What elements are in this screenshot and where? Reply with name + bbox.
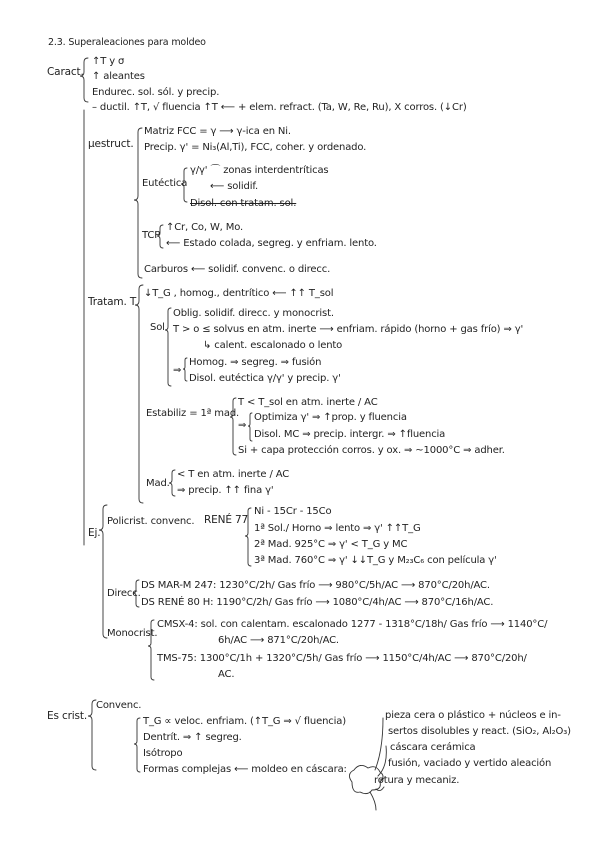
ej-brace — [99, 505, 107, 638]
cloud-line-1: pieza cera o plástico + núcleos e in- — [385, 710, 561, 721]
sol-arrow: ⇒ — [173, 365, 182, 376]
tcp-label: TCP — [142, 230, 161, 241]
microestruct-brace — [134, 128, 142, 278]
eutectica-label: Eutéctica — [142, 178, 188, 189]
convenc-label: Convenc. — [96, 700, 142, 711]
cloud-line-4: fusión, vaciado y vertido aleación — [388, 758, 552, 769]
caract-label: Caract. — [47, 66, 84, 78]
convenc-line-1: T_G ∝ veloc. enfriam. (↑T_G ⇒ √ fluencia) — [143, 716, 347, 727]
caract-brace — [80, 58, 88, 102]
sol-sub-1: Homog. ⇒ segreg. ⇒ fusión — [189, 357, 322, 368]
convenc-line-4: Formas complejas ⟵ moldeo en cáscara: — [143, 764, 347, 775]
page-title: 2.3. Superaleaciones para moldeo — [48, 37, 206, 48]
cloud-line-3: cáscara cerámica — [390, 742, 476, 753]
microestruct-line-2: Precip. γ' = Ni₃(Al,Ti), FCC, coher. y ordenado. — [144, 142, 367, 153]
cloud-curl-1 — [375, 718, 383, 770]
eutectica-line-2: ⟵ solidif. — [210, 181, 258, 192]
mad-line-1: < T en atm. inerte / AC — [177, 469, 290, 480]
cloud-curl-4 — [376, 787, 384, 791]
sol-sub-2: Disol. eutéctica γ/γ' y precip. γ' — [189, 373, 341, 384]
cloud-curl-5 — [370, 792, 376, 810]
microestruct-label: μestruct. — [88, 138, 134, 150]
mad-line-2: ⇒ precip. ↑↑ fina γ' — [177, 485, 274, 496]
sol-line-2: T > o ≤ solvus en atm. inerte ⟶ enfriam. rápido (horno + gas frío) ⇒ γ' — [173, 324, 524, 335]
sol-brace — [165, 308, 171, 386]
sol-sub-brace — [183, 358, 187, 381]
sol-line-3: ↳ calent. escalonado o lento — [203, 340, 343, 351]
escrist-label: Es crist. — [47, 710, 88, 722]
tcp-line-1: ↑Cr, Co, W, Mo. — [166, 222, 244, 233]
carburos-line: Carburos ⟵ solidif. convenc. o direcc. — [144, 264, 331, 275]
mad-brace — [169, 470, 175, 496]
rene77-line-2: 1ª Sol./ Horno ⇒ lento ⇒ γ' ↑↑T_G — [254, 523, 421, 534]
convenc-line-3: Isótropo — [143, 748, 183, 759]
estabiliz-line-2: Si + capa protección corros. y ox. ⇒ ~1000°C ⇒ adher. — [238, 445, 505, 456]
ej-label: Ej. — [88, 527, 101, 539]
estabiliz-sub-1: Optimiza γ' ⇒ ↑prop. y fluencia — [254, 412, 407, 423]
microestruct-line-1: Matriz FCC = γ ⟶ γ-ica en Ni. — [144, 126, 291, 137]
estabiliz-label: Estabiliz = 1ª mad. — [146, 408, 240, 419]
caract-line-3: Endurec. sol. sól. y precip. — [92, 87, 220, 98]
caract-line-4: – ductil. ↑T, √ fluencia ↑T ⟵ + elem. refract. (Ta, W, Re, Ru), X corros. (↓Cr) — [92, 102, 467, 113]
tratam-brace — [135, 285, 143, 503]
rene77-line-4: 3ª Mad. 760°C ⇒ γ' ↓↓T_G y M₂₃C₆ con película γ' — [254, 555, 497, 566]
monocrist-label: Monocrist. — [107, 628, 158, 639]
tratam-label: Tratam. T — [88, 296, 137, 308]
caract-line-2: ↑ aleantes — [92, 71, 145, 82]
caract-line-1: ↑T y σ — [92, 56, 125, 67]
monocrist-line-2: 6h/AC ⟶ 871°C/20h/AC. — [218, 635, 339, 646]
monocrist-line-4: AC. — [218, 669, 235, 680]
mad-label: Mad. — [146, 478, 170, 489]
direcc-line-2: DS RENÉ 80 H: 1190°C/2h/ Gas frío ⟶ 1080°C/4h/AC ⟶ 870°C/16h/AC. — [141, 597, 494, 608]
sol-label: Sol — [150, 322, 165, 333]
policrist-label: Policrist. convenc. — [107, 516, 195, 527]
cloud-curl-2 — [378, 746, 386, 776]
direcc-label: Direcc. — [107, 588, 141, 599]
sol-line-1: Oblig. solidif. direcc. y monocrist. — [173, 308, 334, 319]
estabiliz-sub-2: Disol. MC ⇒ precip. intergr. ⇒ ↑fluencia — [254, 429, 446, 440]
rene77-line-3: 2ª Mad. 925°C ⇒ γ' < T_G y MC — [254, 539, 408, 550]
tratam-line-1: ↓T_G , homog., dentrítico ⟵ ↑↑ T_sol — [144, 288, 334, 299]
monocrist-line-1: CMSX-4: sol. con calentam. escalonado 1277 - 1318°C/18h/ Gas frío ⟶ 1140°C/ — [157, 619, 548, 630]
estabiliz-brace — [230, 398, 236, 455]
cloud-line-2: sertos disolubles y react. (SiO₂, Al₂O₃) — [388, 726, 571, 737]
cloud-line-5: rotura y mecaniz. — [374, 775, 460, 786]
rene77-label: RENÉ 77 — [204, 514, 249, 526]
escrist-brace — [88, 700, 96, 770]
rene77-line-1: Ni - 15Cr - 15Co — [254, 506, 332, 517]
estabiliz-line-1: T < T_sol en atm. inerte / AC — [238, 397, 378, 408]
eutectica-line-1: γ/γ' ⌒ zonas interdentríticas — [190, 165, 329, 176]
tcp-line-2: ⟵ Estado colada, segreg. y enfriam. lento. — [166, 238, 377, 249]
direcc-line-1: DS MAR-M 247: 1230°C/2h/ Gas frío ⟶ 980°C/5h/AC ⟶ 870°C/20h/AC. — [141, 580, 490, 591]
monocrist-line-3: TMS-75: 1300°C/1h + 1320°C/5h/ Gas frío ⟶ 1150°C/4h/AC ⟶ 870°C/20h/ — [157, 653, 527, 664]
convenc-brace — [134, 718, 140, 772]
estabiliz-sub-brace — [248, 413, 252, 441]
convenc-line-2: Dentrít. ⇒ ↑ segreg. — [143, 732, 242, 743]
eutectica-line-3: Disol. con tratam. sol. — [190, 198, 297, 209]
estabiliz-arrow: ⇒ — [238, 420, 247, 431]
